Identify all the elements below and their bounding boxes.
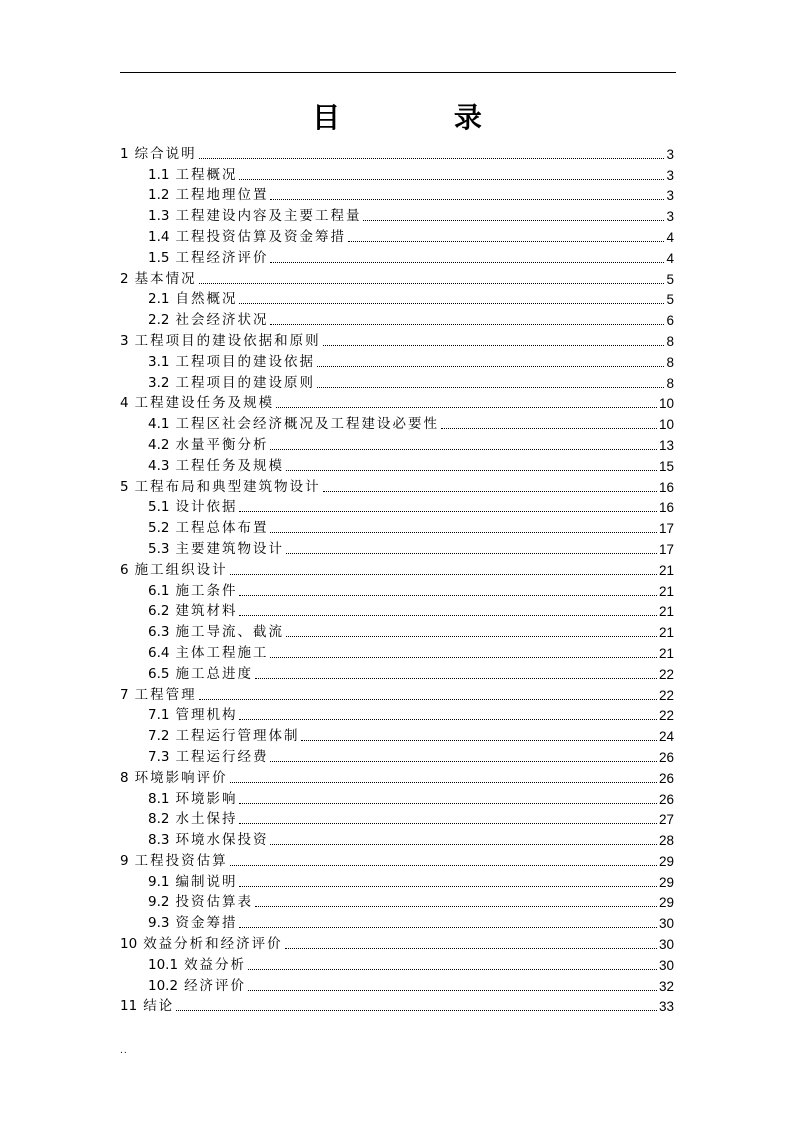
toc-entry-label: 环境影响评价 (134, 769, 228, 786)
toc-entry-page: 27 (658, 812, 674, 828)
toc-entry-number: 1.1 (148, 166, 170, 183)
toc-entry-number: 7.1 (148, 707, 170, 724)
toc-entry[interactable] (120, 163, 674, 184)
toc-entry-label: 投资估算表 (175, 894, 253, 911)
page-title: 目 录 (312, 101, 534, 134)
toc-entry-label: 工程概况 (175, 166, 238, 183)
toc-entry-label: 工程投资估算及资金筹措 (175, 228, 346, 245)
toc-entry-page: 21 (658, 583, 674, 599)
toc-entry-page: 30 (658, 937, 674, 953)
toc-leader-dots (270, 761, 656, 762)
toc-entry-number: 1 (120, 145, 129, 162)
toc-entry[interactable] (120, 683, 674, 704)
toc-entry-page: 28 (658, 833, 674, 849)
toc-entry-label: 经济评价 (184, 977, 247, 994)
toc-leader-dots (199, 283, 665, 284)
toc-entry-number: 7.3 (148, 748, 170, 765)
toc-entry-label: 主体工程施工 (175, 644, 269, 661)
toc-entry[interactable] (120, 932, 674, 953)
toc-entry[interactable] (120, 537, 674, 558)
toc-entry[interactable] (120, 745, 674, 766)
toc-leader-dots (239, 886, 656, 887)
toc-entry-label: 施工总进度 (175, 665, 253, 682)
toc-entry-number: 8.1 (148, 790, 170, 807)
toc-entry-label: 管理机构 (175, 707, 238, 724)
header-rule (120, 72, 676, 73)
toc-entry-label: 工程经济评价 (175, 249, 269, 266)
toc-entry-label: 工程地理位置 (175, 187, 269, 204)
toc-entry[interactable] (120, 204, 674, 225)
toc-entry-number: 2.2 (148, 312, 170, 329)
toc-entry-page: 21 (658, 645, 674, 661)
footer-mark: .. (120, 1046, 128, 1056)
toc-entry[interactable] (120, 724, 674, 745)
toc-entry-number: 5 (120, 478, 129, 495)
toc-leader-dots (285, 948, 657, 949)
toc-entry-label: 编制说明 (175, 873, 238, 890)
toc-entry-page: 26 (658, 749, 674, 765)
toc-entry-page: 30 (658, 916, 674, 932)
toc-leader-dots (255, 906, 657, 907)
toc-entry-page: 21 (658, 562, 674, 578)
toc-entry-label: 工程任务及规模 (175, 457, 284, 474)
toc-entry-page: 3 (666, 209, 674, 225)
toc-entry-label: 施工组织设计 (134, 561, 228, 578)
toc-entry-number: 4.3 (148, 457, 170, 474)
toc-leader-dots (441, 428, 657, 429)
toc-entry-page: 21 (658, 625, 674, 641)
toc-entry-label: 工程项目的建设依据 (175, 353, 315, 370)
toc-entry[interactable] (120, 787, 674, 808)
toc-entry-page: 6 (666, 313, 674, 329)
toc-entry[interactable] (120, 246, 674, 267)
toc-entry-page: 29 (658, 895, 674, 911)
toc-leader-dots (239, 803, 656, 804)
toc-leader-dots (230, 782, 657, 783)
toc-entry-number: 9.1 (148, 873, 170, 890)
toc-entry-number: 2 (120, 270, 129, 287)
toc-entry-label: 工程建设任务及规模 (134, 395, 275, 412)
toc-entry[interactable] (120, 953, 674, 974)
toc-entry[interactable] (120, 288, 674, 309)
toc-entry-number: 8.3 (148, 832, 170, 849)
toc-leader-dots (239, 179, 664, 180)
toc-entry-page: 22 (658, 708, 674, 724)
toc-entry[interactable] (120, 454, 674, 475)
toc-leader-dots (248, 969, 657, 970)
toc-entry-page: 22 (658, 687, 674, 703)
toc-entry-number: 6.4 (148, 644, 170, 661)
toc-leader-dots (301, 740, 656, 741)
toc-entry[interactable] (120, 267, 674, 288)
toc-leader-dots (199, 699, 657, 700)
toc-entry[interactable] (120, 704, 674, 725)
toc-entry[interactable] (120, 891, 674, 912)
toc-leader-dots (270, 449, 656, 450)
toc-leader-dots (286, 636, 657, 637)
toc-entry-page: 33 (658, 999, 674, 1015)
toc-entry-page: 5 (666, 292, 674, 308)
toc-entry[interactable] (120, 849, 674, 870)
toc-leader-dots (176, 1010, 657, 1011)
toc-entry-number: 8 (120, 769, 129, 786)
toc-entry-label: 施工导流、截流 (175, 624, 284, 641)
toc-entry[interactable] (120, 579, 674, 600)
toc-entry-number: 3.2 (148, 374, 170, 391)
toc-entry-page: 26 (658, 791, 674, 807)
toc-entry-label: 工程项目的建设原则 (175, 374, 315, 391)
toc-leader-dots (286, 470, 657, 471)
toc-leader-dots (239, 303, 664, 304)
toc-entry[interactable] (120, 475, 674, 496)
toc-entry[interactable] (120, 808, 674, 829)
toc-entry-number: 1.4 (148, 228, 170, 245)
toc-entry-label: 效益分析和经济评价 (143, 936, 283, 953)
toc-entry-label: 工程建设内容及主要工程量 (175, 208, 362, 225)
toc-leader-dots (255, 678, 657, 679)
toc-entry-number: 1.5 (148, 249, 170, 266)
toc-entry-number: 10.1 (148, 956, 179, 973)
toc-leader-dots (239, 615, 656, 616)
toc-entry-label: 综合说明 (134, 145, 197, 162)
toc-entry-page: 24 (658, 729, 674, 745)
toc-entry[interactable] (120, 870, 674, 891)
toc-entry[interactable] (120, 308, 674, 329)
toc-leader-dots (363, 220, 664, 221)
toc-leader-dots (248, 990, 657, 991)
toc-leader-dots (239, 927, 656, 928)
toc-entry-number: 3 (120, 332, 129, 349)
toc-leader-dots (323, 345, 665, 346)
toc-entry-label: 设计依据 (175, 499, 238, 516)
toc-entry-label: 工程运行管理体制 (175, 728, 300, 745)
toc-entry[interactable] (120, 433, 674, 454)
toc-entry[interactable] (120, 184, 674, 205)
toc-entry-label: 工程运行经费 (175, 748, 269, 765)
toc-entry[interactable] (120, 620, 674, 641)
toc-entry[interactable] (120, 225, 674, 246)
toc-entry[interactable] (120, 662, 674, 683)
toc-entry-page: 32 (658, 978, 674, 994)
toc-entry-number: 4.1 (148, 416, 170, 433)
toc-entry[interactable] (120, 641, 674, 662)
toc-entry-label: 环境影响 (175, 790, 238, 807)
toc-entry-page: 4 (666, 250, 674, 266)
toc-entry-page: 3 (666, 146, 674, 162)
toc-entry[interactable] (120, 392, 674, 413)
toc-entry-label: 工程投资估算 (134, 852, 228, 869)
toc-leader-dots (239, 823, 656, 824)
toc-entry-page: 16 (658, 500, 674, 516)
toc-leader-dots (230, 865, 657, 866)
toc-entry[interactable] (120, 142, 674, 163)
toc-entry-label: 水土保持 (175, 811, 238, 828)
toc-entry-label: 自然概况 (175, 291, 238, 308)
toc-entry[interactable] (120, 496, 674, 517)
toc-entry-label: 效益分析 (184, 956, 247, 973)
table-of-contents (120, 142, 674, 1015)
toc-entry-number: 3.1 (148, 353, 170, 370)
toc-entry-page: 3 (666, 167, 674, 183)
toc-entry-page: 29 (658, 874, 674, 890)
toc-entry[interactable] (120, 371, 674, 392)
toc-entry-label: 社会经济状况 (175, 312, 269, 329)
toc-entry-number: 6 (120, 561, 129, 578)
toc-entry-page: 21 (658, 604, 674, 620)
toc-entry-page: 26 (658, 770, 674, 786)
toc-leader-dots (270, 844, 656, 845)
toc-entry-number: 7 (120, 686, 129, 703)
toc-leader-dots (270, 262, 664, 263)
toc-leader-dots (230, 574, 657, 575)
toc-leader-dots (239, 595, 656, 596)
toc-entry-number: 6.5 (148, 665, 170, 682)
toc-entry-number: 4 (120, 395, 129, 412)
toc-leader-dots (270, 324, 664, 325)
toc-entry-page: 13 (658, 437, 674, 453)
toc-entry[interactable] (120, 516, 674, 537)
toc-entry[interactable] (120, 558, 674, 579)
toc-entry-label: 工程布局和典型建筑物设计 (134, 478, 321, 495)
toc-entry-page: 5 (666, 271, 674, 287)
toc-entry[interactable] (120, 350, 674, 371)
toc-leader-dots (348, 241, 665, 242)
toc-entry[interactable] (120, 995, 674, 1016)
toc-entry-number: 9 (120, 852, 129, 869)
toc-entry-page: 8 (666, 333, 674, 349)
toc-entry-page: 8 (666, 375, 674, 391)
toc-entry-label: 建筑材料 (175, 603, 238, 620)
toc-entry-number: 5.1 (148, 499, 170, 516)
toc-entry-number: 9.2 (148, 894, 170, 911)
toc-entry-page: 30 (658, 957, 674, 973)
toc-leader-dots (239, 511, 656, 512)
toc-leader-dots (317, 387, 665, 388)
toc-entry-label: 工程区社会经济概况及工程建设必要性 (175, 416, 439, 433)
toc-entry-label: 主要建筑物设计 (175, 540, 284, 557)
toc-entry-label: 结论 (143, 998, 175, 1015)
toc-leader-dots (286, 553, 657, 554)
toc-entry-number: 7.2 (148, 728, 170, 745)
toc-entry-number: 4.2 (148, 436, 170, 453)
toc-entry-label: 资金筹措 (175, 915, 238, 932)
toc-entry-page: 4 (666, 229, 674, 245)
toc-entry-number: 8.2 (148, 811, 170, 828)
toc-entry-label: 工程总体布置 (175, 520, 269, 537)
toc-leader-dots (270, 657, 656, 658)
toc-leader-dots (199, 158, 665, 159)
toc-entry[interactable] (120, 329, 674, 350)
toc-entry-page: 17 (658, 521, 674, 537)
toc-leader-dots (239, 719, 656, 720)
toc-entry[interactable] (120, 828, 674, 849)
toc-entry-page: 29 (658, 853, 674, 869)
toc-leader-dots (323, 491, 657, 492)
toc-leader-dots (276, 407, 657, 408)
toc-entry-page: 10 (658, 417, 674, 433)
toc-entry-number: 6.2 (148, 603, 170, 620)
toc-entry-label: 工程管理 (134, 686, 197, 703)
toc-entry-page: 15 (658, 458, 674, 474)
toc-entry-number: 1.3 (148, 208, 170, 225)
toc-entry-page: 8 (666, 354, 674, 370)
toc-entry-number: 5.3 (148, 540, 170, 557)
toc-entry-number: 10.2 (148, 977, 179, 994)
toc-entry-number: 10 (120, 936, 138, 953)
toc-entry-page: 10 (658, 396, 674, 412)
toc-leader-dots (270, 532, 656, 533)
toc-entry-number: 5.2 (148, 520, 170, 537)
toc-entry-number: 1.2 (148, 187, 170, 204)
toc-leader-dots (317, 366, 665, 367)
toc-entry[interactable] (120, 600, 674, 621)
toc-entry-number: 11 (120, 998, 138, 1015)
toc-entry-page: 3 (666, 188, 674, 204)
toc-entry-number: 9.3 (148, 915, 170, 932)
toc-entry[interactable] (120, 974, 674, 995)
toc-entry-label: 环境水保投资 (175, 832, 269, 849)
toc-entry-number: 6.1 (148, 582, 170, 599)
toc-entry-label: 水量平衡分析 (175, 436, 269, 453)
toc-entry-number: 2.1 (148, 291, 170, 308)
toc-entry-page: 22 (658, 666, 674, 682)
toc-entry-label: 基本情况 (134, 270, 197, 287)
toc-entry-label: 工程项目的建设依据和原则 (134, 332, 321, 349)
toc-entry-page: 16 (658, 479, 674, 495)
toc-entry-label: 施工条件 (175, 582, 238, 599)
toc-entry[interactable] (120, 766, 674, 787)
toc-entry-number: 6.3 (148, 624, 170, 641)
toc-leader-dots (270, 199, 664, 200)
toc-entry[interactable] (120, 911, 674, 932)
toc-entry[interactable] (120, 412, 674, 433)
toc-entry-page: 17 (658, 541, 674, 557)
